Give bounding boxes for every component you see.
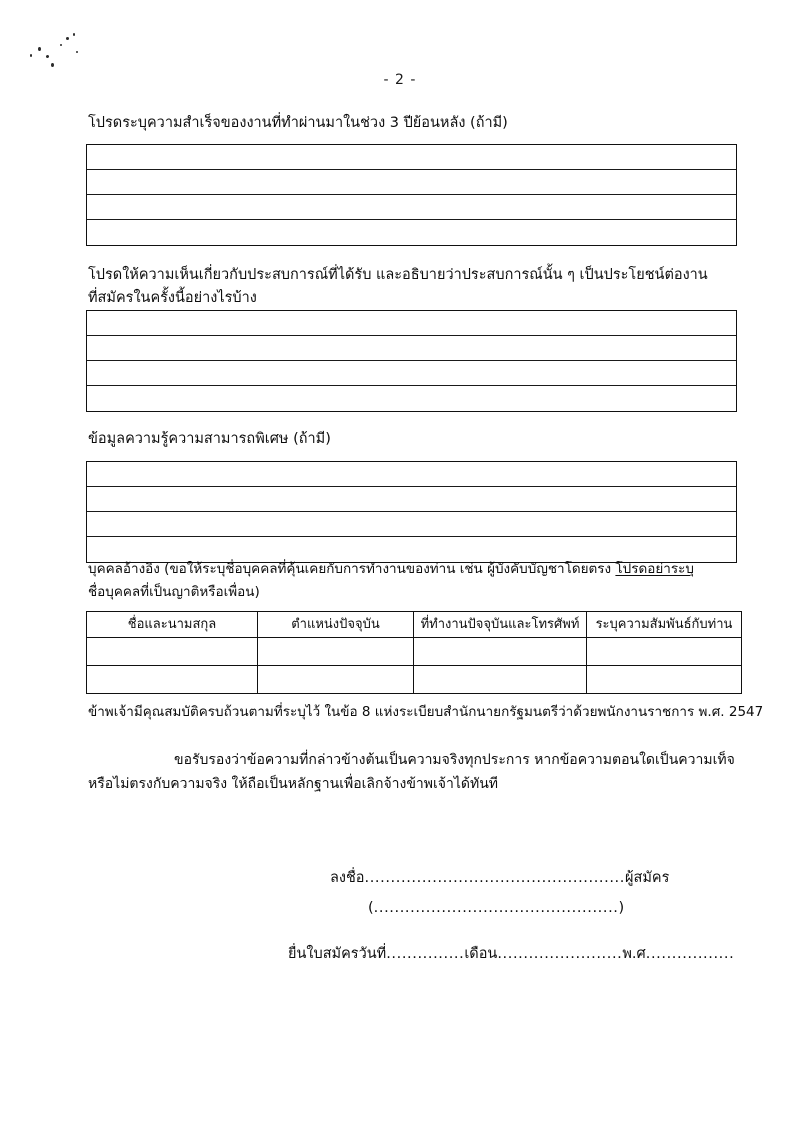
certification-line-2: หรือไม่ตรงกับความจริง ให้ถือเป็นหลักฐานเพื่อเลิกจ้างข้าพเจ้าได้ทันที: [88, 776, 499, 792]
cell-relationship[interactable]: [587, 638, 742, 666]
scan-speckle: [30, 54, 32, 57]
cell-workplace-phone[interactable]: [414, 666, 587, 694]
page-number: - 2 -: [383, 72, 417, 88]
scan-speckle: [66, 37, 69, 40]
signature-dots[interactable]: ..................................................: [364, 870, 625, 886]
answer-line[interactable]: [87, 361, 736, 386]
signature-role-label: ผู้สมัคร: [624, 870, 670, 886]
paren-open: (: [368, 900, 374, 916]
column-header-relationship: ระบุความสัมพันธ์กับท่าน: [587, 612, 742, 638]
scan-speckle: [76, 51, 78, 53]
answer-line[interactable]: [87, 170, 736, 195]
table-row[interactable]: [87, 666, 742, 694]
table-row[interactable]: [87, 638, 742, 666]
year-field-dots[interactable]: .................: [645, 946, 735, 962]
certification-line-1: [88, 748, 736, 772]
printed-name-dots[interactable]: ...............................................: [373, 900, 619, 916]
answer-line[interactable]: [87, 462, 736, 487]
references-heading-line-1: [88, 558, 694, 580]
column-header-workplace-phone: ที่ทำงานปัจจุบันและโทรศัพท์: [414, 612, 587, 638]
answer-line[interactable]: [87, 336, 736, 361]
answer-line[interactable]: [87, 195, 736, 220]
references-heading-line-2: ชื่อบุคคลที่เป็นญาติหรือเพื่อน): [88, 584, 260, 600]
submission-date-line[interactable]: [288, 942, 734, 965]
year-label: พ.ศ: [622, 946, 646, 962]
answer-line[interactable]: [87, 386, 736, 411]
scan-speckle: [73, 33, 75, 36]
month-label: เดือน: [464, 946, 498, 962]
printed-name-line[interactable]: [368, 900, 624, 916]
paren-close: ): [618, 900, 625, 916]
table-header-row: [87, 612, 742, 638]
answer-line[interactable]: [87, 220, 736, 245]
cell-relationship[interactable]: [587, 666, 742, 694]
answer-line[interactable]: [87, 512, 736, 537]
special-skills-heading: ข้อมูลความรู้ความสามารถพิเศษ (ถ้ามี): [88, 431, 331, 447]
certification-text-1: ขอรับรองว่าข้อความที่กล่าวข้างต้นเป็นความจริงทุกประการ หากข้อความตอนใดเป็นความเท็จ: [174, 752, 735, 768]
cell-workplace-phone[interactable]: [414, 638, 587, 666]
special-skills-answer-box[interactable]: [86, 461, 737, 563]
references-heading-emphasis: โปรดอย่าระบุ: [615, 561, 694, 577]
scan-speckle: [51, 63, 54, 67]
cell-position[interactable]: [258, 638, 414, 666]
achievements-heading: โปรดระบุความสำเร็จของงานที่ทำผ่านมาในช่วง 3 ปีย้อนหลัง (ถ้ามี): [88, 115, 508, 131]
experience-opinion-heading-line-1: โปรดให้ความเห็นเกี่ยวกับประสบการณ์ที่ได้รับ และอธิบายว่าประสบการณ์นั้น ๆ เป็นประโยชน์ต่องาน: [88, 267, 708, 283]
scan-speckle: [46, 55, 50, 59]
answer-line[interactable]: [87, 145, 736, 170]
column-header-position: ตำแหน่งปัจจุบัน: [258, 612, 414, 638]
day-field-dots[interactable]: ...............: [386, 946, 465, 962]
answer-line[interactable]: [87, 487, 736, 512]
column-header-name: ชื่อและนามสกุล: [87, 612, 258, 638]
submit-date-label: ยื่นใบสมัครวันที่: [288, 946, 387, 962]
cell-position[interactable]: [258, 666, 414, 694]
cell-name[interactable]: [87, 638, 258, 666]
achievements-answer-box[interactable]: [86, 144, 737, 246]
signature-label: ลงชื่อ: [330, 870, 365, 886]
references-heading-text: บุคคลอ้างอิง (ขอให้ระบุชื่อบุคคลที่คุ้นเคยกับการทำงานของท่าน เช่น ผู้บังคับบัญชาโดยตรง: [88, 561, 616, 577]
cell-name[interactable]: [87, 666, 258, 694]
scan-speckle: [38, 47, 41, 51]
scan-speckle: [60, 44, 62, 46]
experience-opinion-answer-box[interactable]: [86, 310, 737, 412]
signature-line[interactable]: [330, 866, 669, 889]
references-table: [86, 611, 742, 694]
qualification-statement: ข้าพเจ้ามีคุณสมบัติครบถ้วนตามที่ระบุไว้ ในข้อ 8 แห่งระเบียบสำนักนายกรัฐมนตรีว่าด้วยพนักงานราชการ พ.ศ. 2547: [88, 704, 764, 720]
answer-line[interactable]: [87, 311, 736, 336]
experience-opinion-heading-line-2: ที่สมัครในครั้งนี้อย่างไรบ้าง: [88, 290, 257, 306]
month-field-dots[interactable]: ........................: [497, 946, 623, 962]
